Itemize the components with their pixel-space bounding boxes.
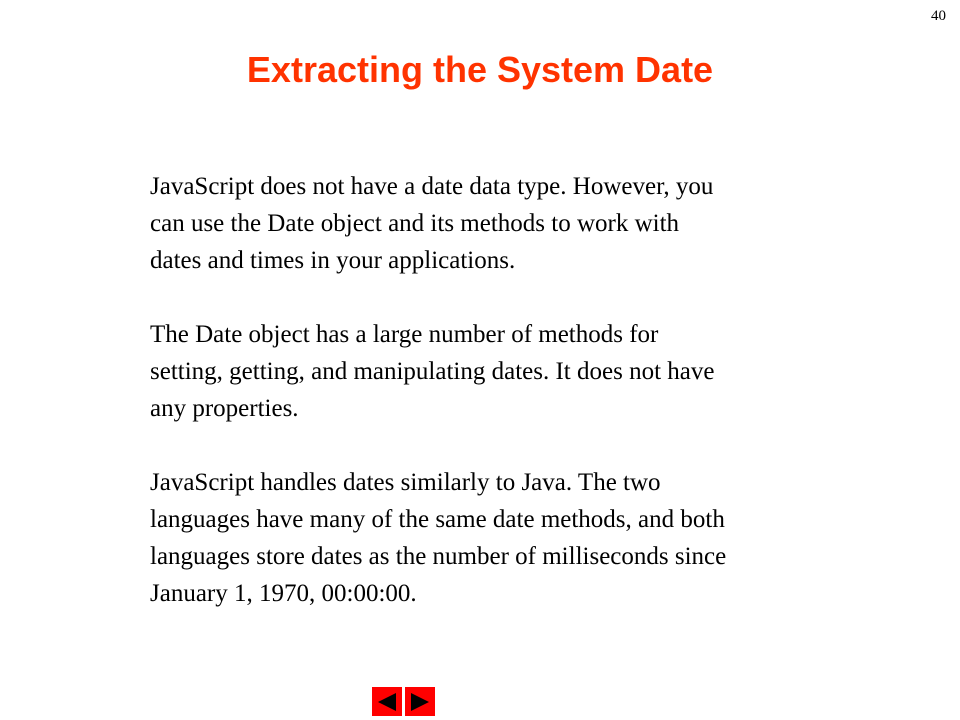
- triangle-right-icon: [409, 691, 431, 713]
- slide-body: [150, 168, 900, 612]
- previous-slide-button[interactable]: [372, 687, 402, 716]
- paragraph-java-comparison: JavaScript handles dates similarly to Java. The two languages have many of the same date methods, and both languages store dates as the number of milliseconds since January 1, 1970, 00:00:00.: [150, 469, 727, 607]
- triangle-left-icon: [376, 691, 398, 713]
- slide-title: Extracting the System Date: [246, 49, 714, 90]
- slide-number: 40: [931, 8, 946, 24]
- slide-navigation: [372, 687, 435, 716]
- paragraph-date-type: JavaScript does not have a date data type. However, you can use the Date object and its methods to work with dates and times in your applications.: [150, 173, 714, 274]
- next-slide-button[interactable]: [405, 687, 435, 716]
- paragraph-date-methods: The Date object has a large number of methods for setting, getting, and manipulating dates. It does not have any properties.: [150, 321, 715, 422]
